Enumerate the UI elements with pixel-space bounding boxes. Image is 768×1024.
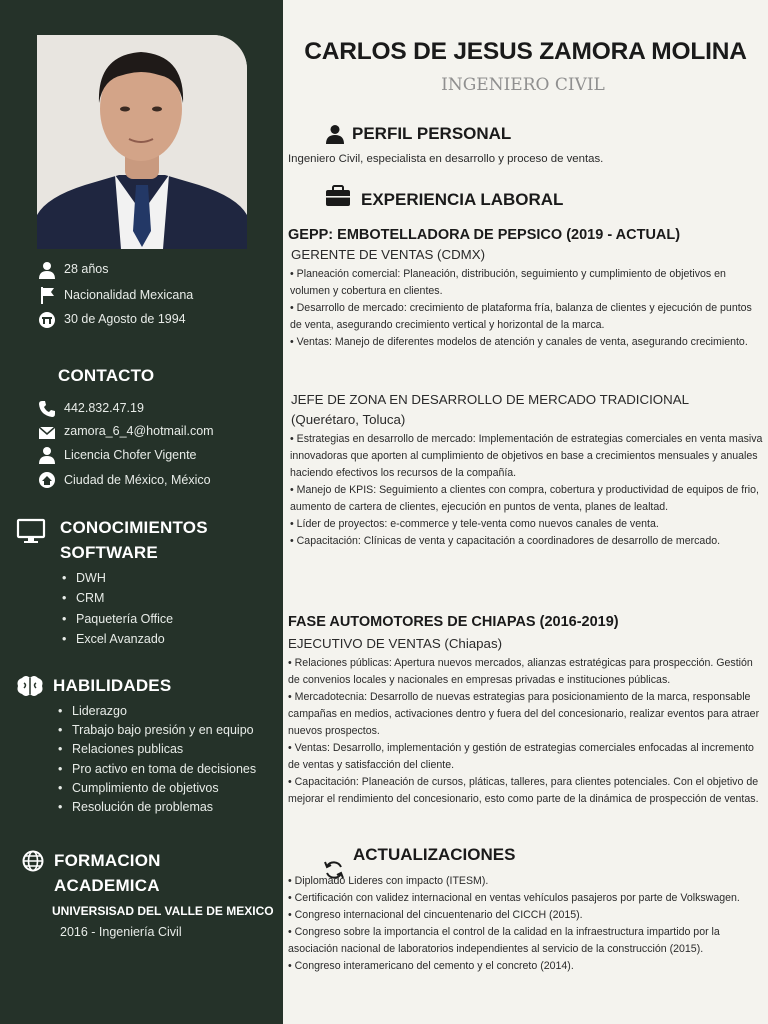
- person-icon: [38, 261, 56, 279]
- sidebar: [0, 0, 283, 1024]
- profile-photo-image: [37, 35, 247, 249]
- company-title: FASE AUTOMOTORES DE CHIAPAS (2016-2019): [288, 614, 619, 630]
- skill-item: • Resolución de problemas: [58, 800, 213, 814]
- education-school: UNIVERSISAD DEL VALLE DE MEXICO: [52, 904, 274, 918]
- profile-heading: PERFIL PERSONAL: [352, 124, 512, 143]
- company-title: GEPP: EMBOTELLADORA DE PEPSICO (2019 - ACTUAL): [288, 227, 681, 243]
- profile-text: Ingeniero Civil, especialista en desarrollo y proceso de ventas.: [288, 153, 604, 165]
- skill-item: • Cumplimiento de objetivos: [58, 781, 219, 795]
- software-heading-line2: SOFTWARE: [60, 543, 158, 562]
- contact-heading: CONTACTO: [58, 366, 155, 385]
- phone-icon: [38, 400, 56, 418]
- mail-icon: [38, 424, 56, 442]
- skill-item: • Liderazgo: [58, 704, 127, 718]
- age-text: 28 años: [64, 262, 109, 276]
- experience-heading: EXPERIENCIA LABORAL: [361, 190, 564, 209]
- skills-heading: HABILIDADES: [53, 676, 172, 695]
- job-title: JEFE DE ZONA EN DESARROLLO DE MERCADO TRADICIONAL: [291, 392, 689, 407]
- job-title: EJECUTIVO DE VENTAS (Chiapas): [288, 636, 503, 651]
- software-heading-line1: CONOCIMIENTOS: [60, 518, 208, 537]
- software-item: • CRM: [62, 591, 104, 605]
- software-item: • Paquetería Office: [62, 612, 173, 626]
- birthdate-text: 30 de Agosto de 1994: [64, 312, 186, 326]
- candidate-name: CARLOS DE JESUS ZAMORA MOLINA: [304, 38, 747, 65]
- flag-icon: [38, 286, 56, 304]
- candidate-title: INGENIERO CIVIL: [441, 75, 605, 95]
- education-heading-line1: FORMACION: [54, 851, 161, 870]
- home-icon: [38, 471, 56, 489]
- updates-heading: ACTUALIZACIONES: [353, 845, 516, 864]
- contact-phone[interactable]: 442.832.47.19: [64, 401, 144, 415]
- job-description: • Estrategias en desarrollo de mercado: Implementación de estrategias comerciales en venta masiva innovadoras que aporten al cumplimiento de objetivos en base a crecimientos mensuales y anuales haciendo efectivos los recursos de la compañía. • Manejo de KPIS: Seguimiento a clientes con compra, cobertura y productividad de equipos de frio, aumento de cartera de clientes, ejecución en puntos de venta, planes de lealtad. • Líder de proyectos: e-commerce y tele-venta como nuevos canales de venta. • Capacitación: Clínicas de venta y capacitación a coordinadores de desarrollo de mercado.: [290, 433, 763, 547]
- skill-item: • Trabajo bajo presión y en equipo: [58, 723, 254, 737]
- job-description: • Relaciones públicas: Apertura nuevos mercados, alianzas estratégicas para prospección. Gestión de convenios locales y nacionales en empresas privadas e instituciones públicas. • Mercadotecnia: Desarrollo de nuevas estrategias para posicionamiento de la marca, responsable campañas en medios, activaciones dentro y fuera del del concesionario, realizar eventos para atraer nuevos prospectos. • Ventas: Desarrollo, implementación y gestión de estrategias comerciales enfocadas al incremento de ventas y satisfacción del cliente. • Capacitación: Planeación de cursos, pláticas, talleres, para clientes potenciales. Con el objetivo de mejorar el rendimiento del concesionario, esto como parte de la dinámica de prospección de ventas.: [288, 657, 760, 805]
- profile-photo: [37, 35, 247, 249]
- software-item: • DWH: [62, 571, 106, 585]
- education-heading-line2: ACADEMICA: [54, 876, 160, 895]
- job-title: GERENTE DE VENTAS (CDMX): [291, 247, 486, 262]
- contact-email[interactable]: zamora_6_4@hotmail.com: [64, 424, 214, 438]
- person-icon: [38, 446, 56, 464]
- software-item: • Excel Avanzado: [62, 632, 165, 646]
- nationality-text: Nacionalidad Mexicana: [64, 288, 194, 302]
- job-description: • Planeación comercial: Planeación, distribución, seguimiento y cumplimiento de objetivos en volumen y cobertura en clientes. • Desarrollo de mercado: crecimiento de plataforma fría, balanza de clientes y ejecución de puntos de venta, asegurando crecimiento vertical y horizontal de la marca. • Ventas: Manejo de diferentes modelos de atención y canales de venta, asegurando crecimiento.: [290, 268, 752, 348]
- contact-location: Ciudad de México, México: [64, 473, 211, 487]
- brain-icon: [16, 674, 44, 698]
- main-content: [283, 0, 768, 1024]
- globe-icon: [22, 850, 44, 872]
- skill-item: • Pro activo en toma de decisiones: [58, 762, 256, 776]
- education-detail: 2016 - Ingeniería Civil: [60, 925, 182, 939]
- skill-item: • Relaciones publicas: [58, 742, 183, 756]
- updates-text: • Diplomado Lideres con impacto (ITESM). • Certificación con validez internacional en ventas vehículos pasajeros por parte de Volkswagen. • Congreso internacional del cincuentenario del CICCH (2015). • Congreso sobre la importancia el control de la calidad en la infraestructura impartido por la asociación nacional de laboratorios independientes al servicio de la construcción (2015). • Congreso interamericano del cemento y el concreto (2014).: [288, 875, 740, 972]
- calendar-icon: [38, 311, 56, 329]
- monitor-icon: [16, 518, 46, 544]
- person-icon: [325, 124, 345, 144]
- contact-license: Licencia Chofer Vigente: [64, 448, 197, 462]
- job-location: (Querétaro, Toluca): [291, 412, 406, 427]
- briefcase-icon: [325, 185, 351, 207]
